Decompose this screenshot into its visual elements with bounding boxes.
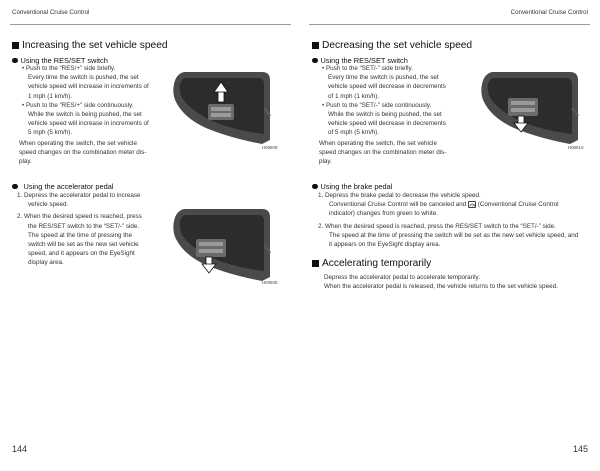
step-text: 2. When the desired speed is reached, press bbox=[17, 213, 142, 221]
accelerating-temporarily-text bbox=[324, 273, 590, 291]
text-line: vehicle speed will increase in increments of bbox=[28, 83, 149, 91]
step-text-with-icon bbox=[318, 200, 590, 209]
text-line: play. bbox=[319, 158, 332, 166]
steering-switch-down-arrow-illustration bbox=[170, 205, 272, 283]
text-line: vehicle speed will increase in increments of bbox=[28, 120, 149, 128]
step-text: 1. Depress the brake pedal to decrease the vehicle speed. bbox=[318, 192, 481, 199]
bullet-dot-icon bbox=[12, 184, 18, 190]
bullet-dot-icon bbox=[312, 184, 318, 190]
bullet-dot-icon bbox=[312, 58, 318, 64]
figure-code: H00510 bbox=[568, 145, 584, 150]
section-heading-accelerating-temporarily bbox=[312, 258, 431, 269]
text-line: When the accelerator pedal is released, the vehicle returns to the set vehicle speed. bbox=[324, 283, 558, 291]
text-line: 5 mph (5 km/h). bbox=[28, 129, 73, 137]
step-text: switch will be set as the new set vehicle bbox=[28, 241, 139, 249]
text-line: of 5 mph (5 km/h). bbox=[328, 129, 380, 137]
bullet-text: Push to the “SET/-” side continuously. bbox=[325, 101, 432, 109]
section-heading-increase bbox=[12, 40, 168, 51]
step-text: display area. bbox=[28, 259, 64, 267]
heading-square-icon bbox=[312, 260, 319, 267]
bullet-item: • Push to the “SET/-” side briefly. bbox=[322, 65, 413, 72]
step-text: Conventional Cruise Control will be canceled and bbox=[329, 201, 467, 209]
running-header-left: Conventional Cruise Control bbox=[12, 9, 90, 16]
step-text: the RES/SET switch to the “SET/-” side. bbox=[28, 222, 140, 230]
step-text: (Conventional Cruise Control bbox=[477, 201, 559, 209]
subheading-text: Using the RES/SET switch bbox=[320, 56, 408, 65]
bullet-text: Push to the “SET/-” side briefly. bbox=[325, 65, 413, 72]
text-line: When operating the switch, the set vehicle bbox=[319, 140, 437, 147]
cruise-control-indicator-icon bbox=[468, 201, 476, 208]
bullet-text: Push to the “RES/+” side continuously. bbox=[25, 101, 134, 109]
increase-note bbox=[19, 139, 161, 167]
text-line: speed changes on the combination meter dis- bbox=[19, 149, 147, 157]
step-text: The speed at the time of pressing the switch will be set as the new set vehicle speed, and bbox=[329, 231, 579, 239]
steering-switch-up-arrow-illustration bbox=[170, 68, 272, 146]
step-text: indicator) changes from green to white. bbox=[329, 210, 438, 218]
text-line: While the switch is being pushed, the set bbox=[328, 111, 442, 119]
heading-square-icon bbox=[12, 42, 19, 49]
page-number-left: 144 bbox=[12, 444, 28, 454]
text-line: While the switch is being pushed, the set bbox=[28, 111, 142, 119]
text-line: Every time the switch is pushed, the set bbox=[328, 74, 439, 82]
text-line: vehicle speed will decrease in decrements bbox=[328, 83, 446, 91]
brake-steps bbox=[318, 191, 590, 249]
header-rule-left bbox=[10, 24, 291, 25]
subheading-text: Using the accelerator pedal bbox=[23, 182, 114, 191]
decrease-instructions bbox=[319, 64, 461, 138]
figure-code: H00505 bbox=[262, 280, 278, 285]
figure-code: H00509 bbox=[262, 145, 278, 150]
accelerator-steps bbox=[17, 191, 161, 268]
heading-text: Accelerating temporarily bbox=[322, 258, 432, 269]
decrease-note bbox=[319, 139, 461, 167]
steering-switch-down-arrow-illustration bbox=[478, 68, 580, 146]
text-line: of 1 mph (1 km/h). bbox=[328, 92, 380, 100]
heading-text: Decreasing the set vehicle speed bbox=[322, 40, 473, 51]
subheading-brake-pedal bbox=[312, 182, 392, 191]
running-header-right: Conventional Cruise Control bbox=[510, 9, 588, 16]
section-heading-decrease bbox=[312, 40, 472, 51]
step-text: 1. Depress the accelerator pedal to increase bbox=[17, 192, 141, 199]
step-text: The speed at the time of pressing the bbox=[28, 231, 132, 239]
step-text: speed, and it appears on the EyeSight bbox=[28, 250, 135, 258]
text-line: 1 mph (1 km/h). bbox=[28, 92, 73, 100]
header-rule-right bbox=[309, 24, 590, 25]
text-line: vehicle speed will decrease in decrements bbox=[328, 120, 446, 128]
bullet-item: • Push to the “SET/-” side continuously. bbox=[322, 101, 432, 109]
heading-text: Increasing the set vehicle speed bbox=[22, 40, 168, 51]
bullet-item: • Push to the “RES/+” side briefly. bbox=[22, 65, 116, 72]
heading-square-icon bbox=[312, 42, 319, 49]
text-line: Every time the switch is pushed, the set bbox=[28, 74, 139, 82]
bullet-item: • Push to the “RES/+” side continuously. bbox=[22, 101, 134, 109]
subheading-text: Using the RES/SET switch bbox=[20, 56, 108, 65]
subheading-text: Using the brake pedal bbox=[320, 182, 393, 191]
text-line: play. bbox=[19, 158, 32, 166]
page-number-right: 145 bbox=[572, 444, 588, 454]
step-text: it appears on the EyeSight display area. bbox=[329, 241, 441, 249]
text-line: When operating the switch, the set vehicle bbox=[19, 140, 137, 147]
increase-instructions bbox=[19, 64, 161, 138]
subheading-accelerator-pedal bbox=[12, 182, 113, 191]
bullet-dot-icon bbox=[12, 58, 18, 64]
step-text: 2. When the desired speed is reached, press the RES/SET switch to the “SET/-” side. bbox=[318, 222, 556, 230]
step-text: vehicle speed. bbox=[28, 201, 69, 209]
bullet-text: Push to the “RES/+” side briefly. bbox=[25, 65, 116, 72]
text-line: Depress the accelerator pedal to accelerate temporarily. bbox=[324, 274, 480, 281]
text-line: speed changes on the combination meter dis- bbox=[319, 149, 447, 157]
